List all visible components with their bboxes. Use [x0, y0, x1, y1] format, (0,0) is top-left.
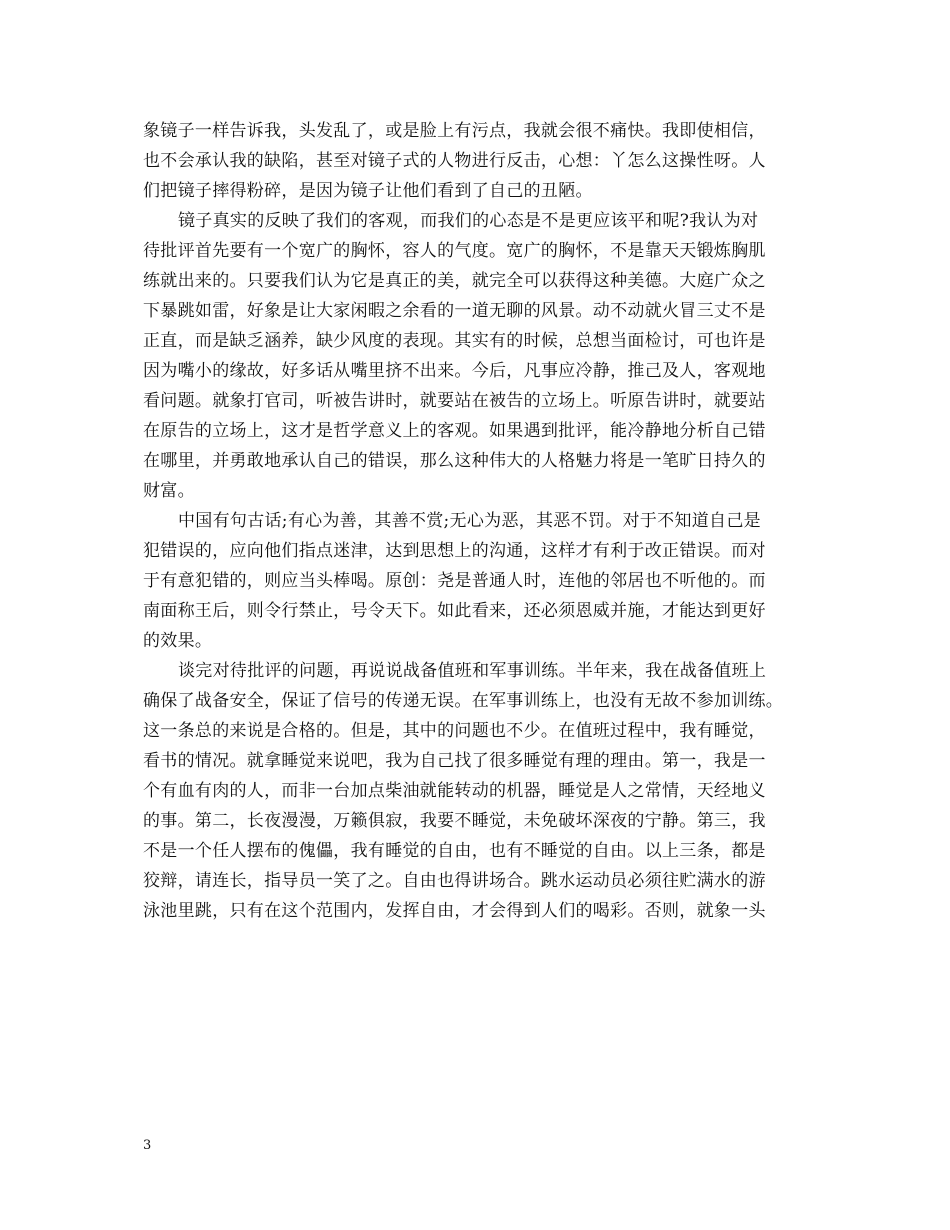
text-line: 也不会承认我的缺陷，甚至对镜子式的人物进行反击，心想：丫怎么这操性呀。人: [143, 151, 766, 171]
body-text: [143, 116, 813, 926]
text-line: 财富。: [143, 481, 195, 501]
text-line: 在哪里，并勇敢地承认自己的错误，那么这种伟大的人格魅力将是一笔旷日持久的: [143, 451, 766, 471]
text-line: 于有意犯错的，则应当头棒喝。原创：尧是普通人时，连他的邻居也不听他的。而: [143, 571, 766, 591]
text-line: 个有血有肉的人，而非一台加点柴油就能转动的机器，睡觉是人之常情，天经地义: [143, 781, 766, 801]
text-line: 的事。第二，长夜漫漫，万籁俱寂，我要不睡觉，未免破坏深夜的宁静。第三，我: [143, 811, 766, 831]
text-line: 看问题。就象打官司，听被告讲时，就要站在被告的立场上。听原告讲时，就要站: [143, 391, 766, 411]
text-line: 确保了战备安全，保证了信号的传递无误。在军事训练上，也没有无故不参加训练。: [143, 691, 784, 711]
text-line: 象镜子一样告诉我，头发乱了，或是脸上有污点，我就会很不痛快。我即使相信，: [143, 121, 766, 141]
text-line: 这一条总的来说是合格的。但是，其中的问题也不少。在值班过程中，我有睡觉，: [143, 721, 766, 741]
text-line: 镜子真实的反映了我们的客观，而我们的心态是不是更应该平和呢?我认为对: [178, 211, 759, 231]
text-line: 在原告的立场上，这才是哲学意义上的客观。如果遇到批评，能冷静地分析自己错: [143, 421, 766, 441]
text-line: 南面称王后，则令行禁止，号令天下。如此看来，还必须恩威并施，才能达到更好: [143, 601, 766, 621]
text-line: 的效果。: [143, 631, 213, 651]
text-line: 犯错误的，应向他们指点迷津，达到思想上的沟通，这样才有利于改正错误。而对: [143, 541, 766, 561]
text-line: 看书的情况。就拿睡觉来说吧，我为自己找了很多睡觉有理的理由。第一，我是一: [143, 751, 766, 771]
text-line: 狡辩，请连长，指导员一笑了之。自由也得讲场合。跳水运动员必须往贮满水的游: [143, 871, 766, 891]
text-line: 练就出来的。只要我们认为它是真正的美，就完全可以获得这种美德。大庭广众之: [143, 271, 766, 291]
text-line: 不是一个任人摆布的傀儡，我有睡觉的自由，也有不睡觉的自由。以上三条，都是: [143, 841, 766, 861]
text-line: 中国有句古话;有心为善，其善不赏;无心为恶，其恶不罚。对于不知道自己是: [178, 511, 761, 531]
text-line: 谈完对待批评的问题，再说说战备值班和军事训练。半年来，我在战备值班上: [178, 661, 767, 681]
text-line: 泳池里跳，只有在这个范围内，发挥自由，才会得到人们的喝彩。否则，就象一头: [143, 901, 766, 921]
text-line: 正直，而是缺乏涵养，缺少风度的表现。其实有的时候，总想当面检讨，可也许是: [143, 331, 766, 351]
page-number: 3: [143, 1138, 152, 1153]
text-line: 下暴跳如雷，好象是让大家闲暇之余看的一道无聊的风景。动不动就火冒三丈不是: [143, 301, 766, 321]
text-line: 待批评首先要有一个宽广的胸怀，容人的气度。宽广的胸怀，不是靠天天锻炼胸肌: [143, 241, 766, 261]
text-line: 因为嘴小的缘故，好多话从嘴里挤不出来。今后，凡事应冷静，推己及人，客观地: [143, 361, 766, 381]
text-line: 们把镜子摔得粉碎，是因为镜子让他们看到了自己的丑陋。: [143, 181, 593, 201]
